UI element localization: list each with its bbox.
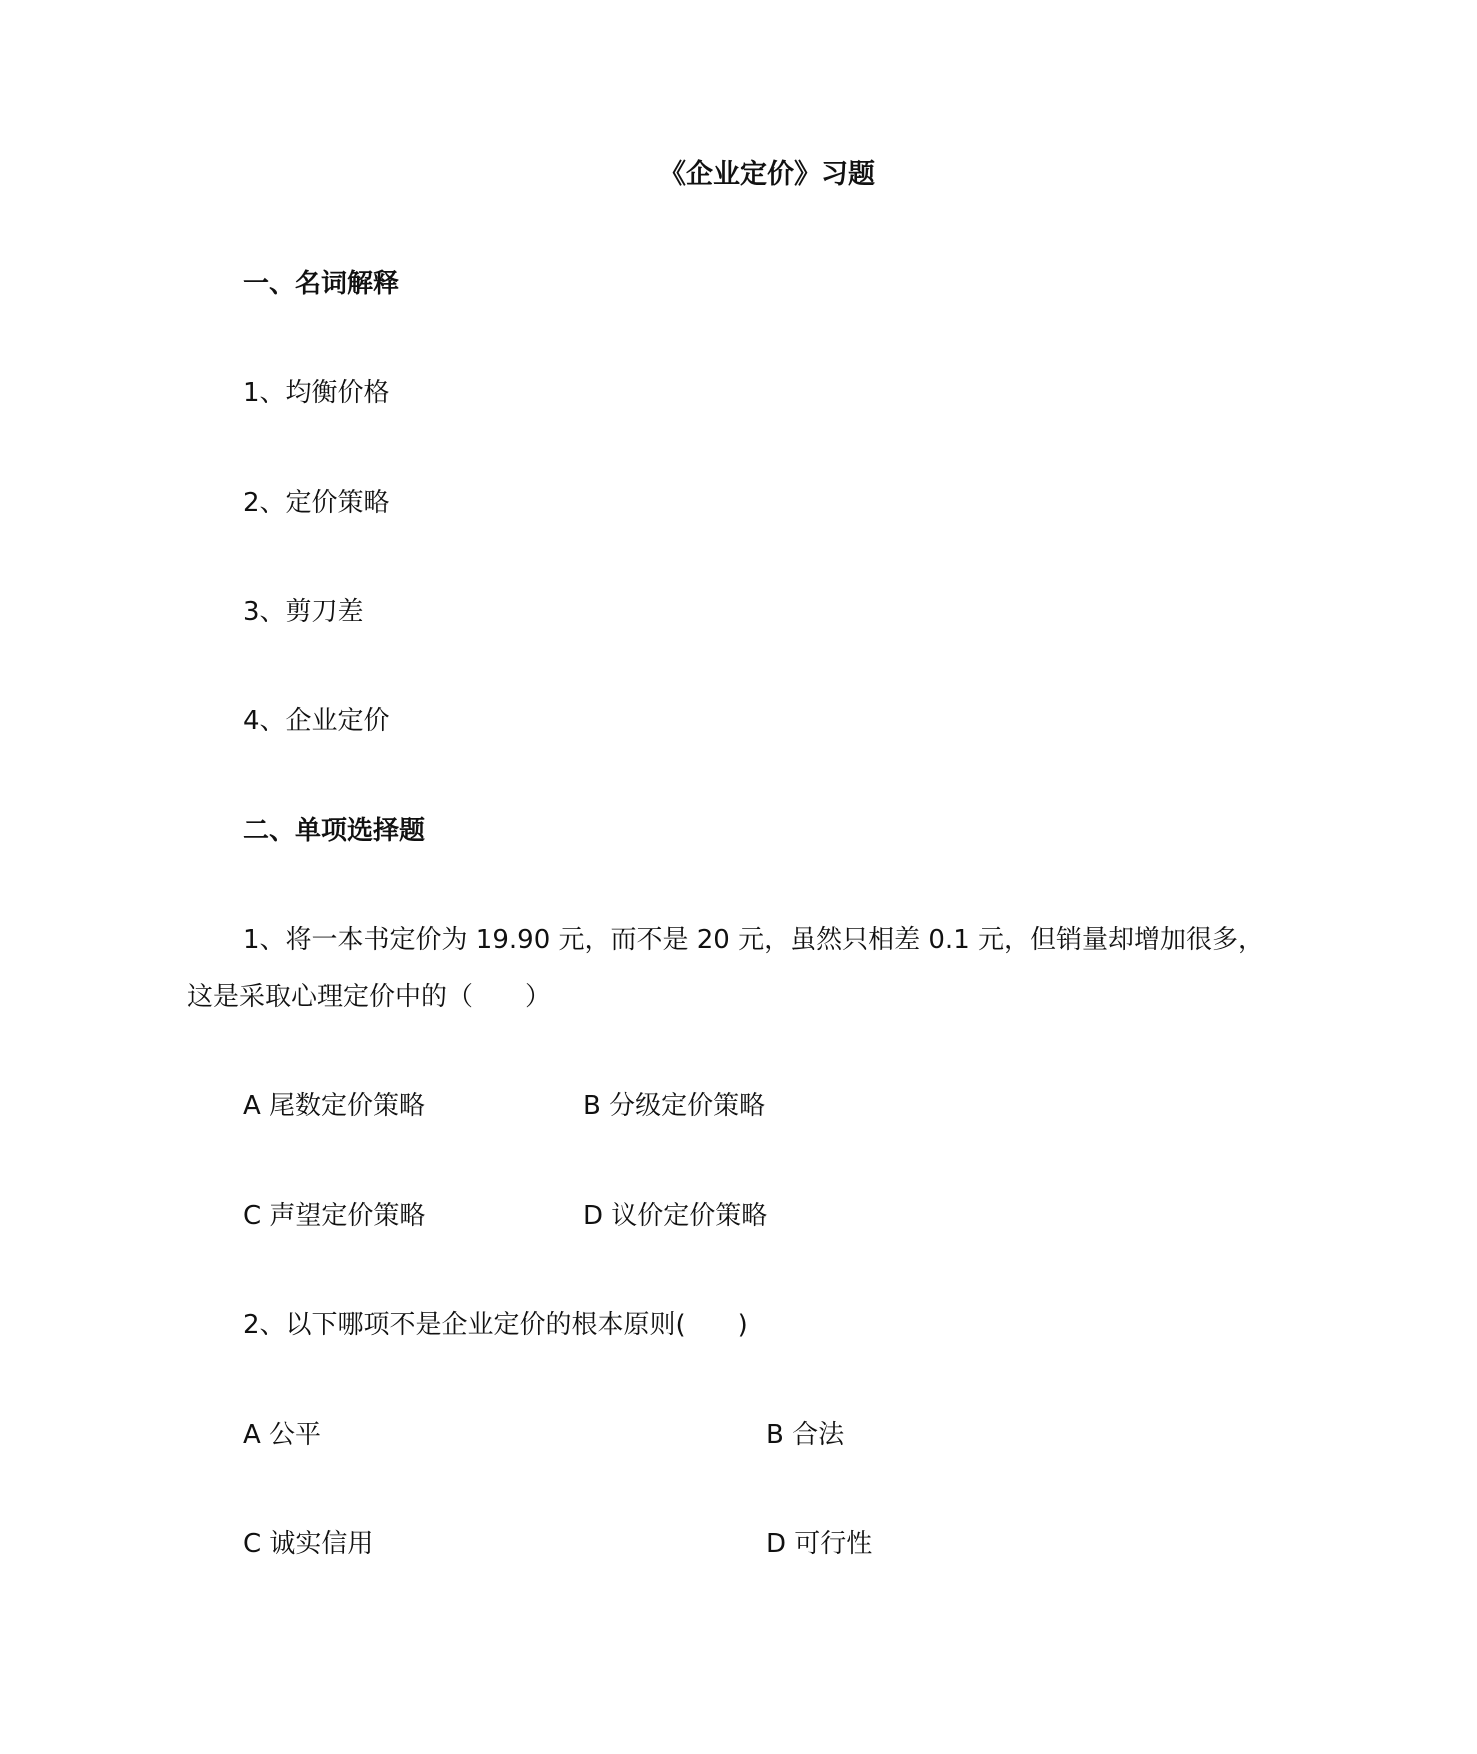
definition-item: 3、剪刀差 (243, 597, 364, 627)
definition-item: 1、均衡价格 (243, 378, 390, 408)
section-heading-definitions: 一、名词解释 (243, 269, 400, 299)
question-2-option-b: B 合法 (766, 1420, 845, 1450)
document-title: 《企业定价》习题 (659, 159, 875, 190)
question-2-text: 2、以下哪项不是企业定价的根本原则( ) (243, 1310, 748, 1340)
question-2-option-c: C 诚实信用 (243, 1529, 374, 1559)
definition-item: 2、定价策略 (243, 488, 390, 518)
question-2-option-d: D 可行性 (766, 1529, 873, 1559)
definition-item: 4、企业定价 (243, 706, 390, 736)
question-1-option-c: C 声望定价策略 (243, 1201, 426, 1231)
section-heading-single-choice: 二、单项选择题 (243, 816, 426, 846)
question-1-option-b: B 分级定价策略 (583, 1091, 766, 1121)
question-1-option-a: A 尾数定价策略 (243, 1091, 426, 1121)
question-1-text: 1、将一本书定价为 19.90 元，而不是 20 元，虽然只相差 0.1 元，但销量却增加很多， (243, 925, 1264, 955)
question-2-option-a: A 公平 (243, 1420, 322, 1450)
question-1-text-continued: 这是采取心理定价中的（ ） (187, 982, 552, 1012)
question-1-option-d: D 议价定价策略 (583, 1201, 768, 1231)
